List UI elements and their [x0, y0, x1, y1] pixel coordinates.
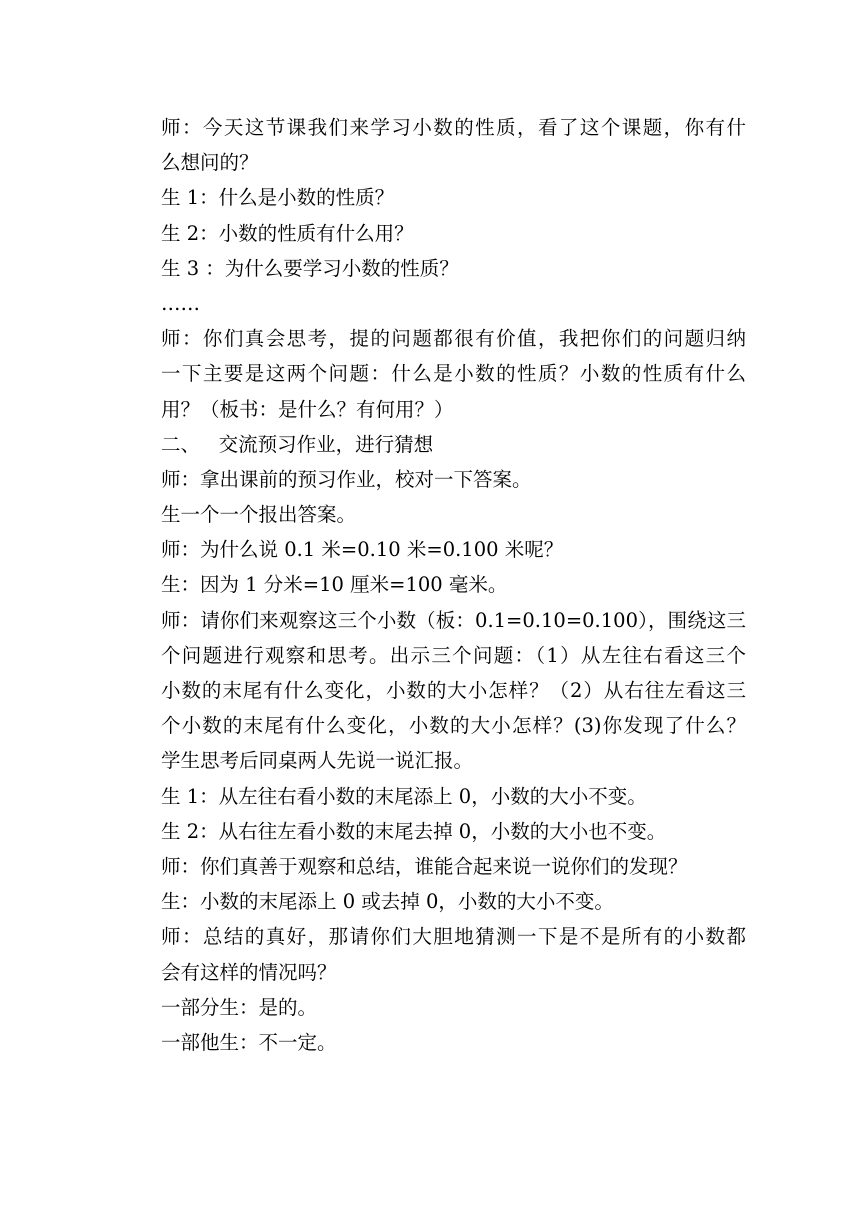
text-line: 一部分生：是的。 [161, 995, 318, 1019]
text-line: 小数的末尾有什么变化，小数的大小怎样？（2）从右往左看这三 [161, 679, 746, 702]
lesson-transcript [161, 110, 746, 1060]
text-line: 个问题进行观察和思考。出示三个问题：（1）从左往右看这三个 [161, 643, 746, 667]
text-line: 一下主要是这两个问题：什么是小数的性质？小数的性质有什么 [161, 362, 746, 386]
text-line: 师：为什么说 0.1 米=0.10 米=0.100 米呢？ [161, 538, 564, 562]
ellipsis-line: …… [161, 291, 200, 315]
text-line: 师：今天这节课我们来学习小数的性质，看了这个课题，你有什 [161, 116, 746, 139]
text-line: 生 2：从右往左看小数的末尾去掉 0，小数的大小也不变。 [161, 819, 667, 843]
section-heading: 二、 交流预习作业，进行猜想 [161, 432, 434, 456]
text-line: 个小数的末尾有什么变化，小数的大小怎样？(3)你发现了什么？ [161, 714, 746, 738]
text-line: 师：你们真会思考，提的问题都很有价值，我把你们的问题归纳 [161, 327, 746, 351]
text-line: 生 3 ：为什么要学习小数的性质？ [161, 256, 459, 280]
text-line: 会有这样的情况吗？ [161, 960, 337, 984]
text-line: 师：你们真善于观察和总结，谁能合起来说一说你们的发现？ [161, 854, 688, 878]
text-line: 么想问的？ [161, 151, 259, 175]
text-line: 一部他生：不一定。 [161, 1030, 337, 1054]
text-line: 生 1：从左往右看小数的末尾添上 0，小数的大小不变。 [161, 784, 647, 808]
text-line: 学生思考后同桌两人先说一说汇报。 [161, 749, 474, 773]
text-line: 生 1：什么是小数的性质？ [161, 186, 395, 210]
text-line: 师：总结的真好，那请你们大胆地猜测一下是不是所有的小数都 [161, 925, 746, 949]
text-line: 师：请你们来观察这三个小数（板：0.1=0.10=0.100），围绕这三 [161, 608, 746, 632]
text-line: 生一个一个报出答案。 [161, 503, 357, 527]
text-line: 用？（板书：是什么？有何用？） [161, 397, 454, 421]
text-line: 生：小数的末尾添上 0 或去掉 0，小数的大小不变。 [161, 890, 614, 914]
text-line: 师：拿出课前的预习作业，校对一下答案。 [161, 467, 532, 491]
text-line: 生：因为 1 分米=10 厘米=100 毫米。 [161, 573, 508, 597]
text-line: 生 2：小数的性质有什么用？ [161, 221, 414, 245]
